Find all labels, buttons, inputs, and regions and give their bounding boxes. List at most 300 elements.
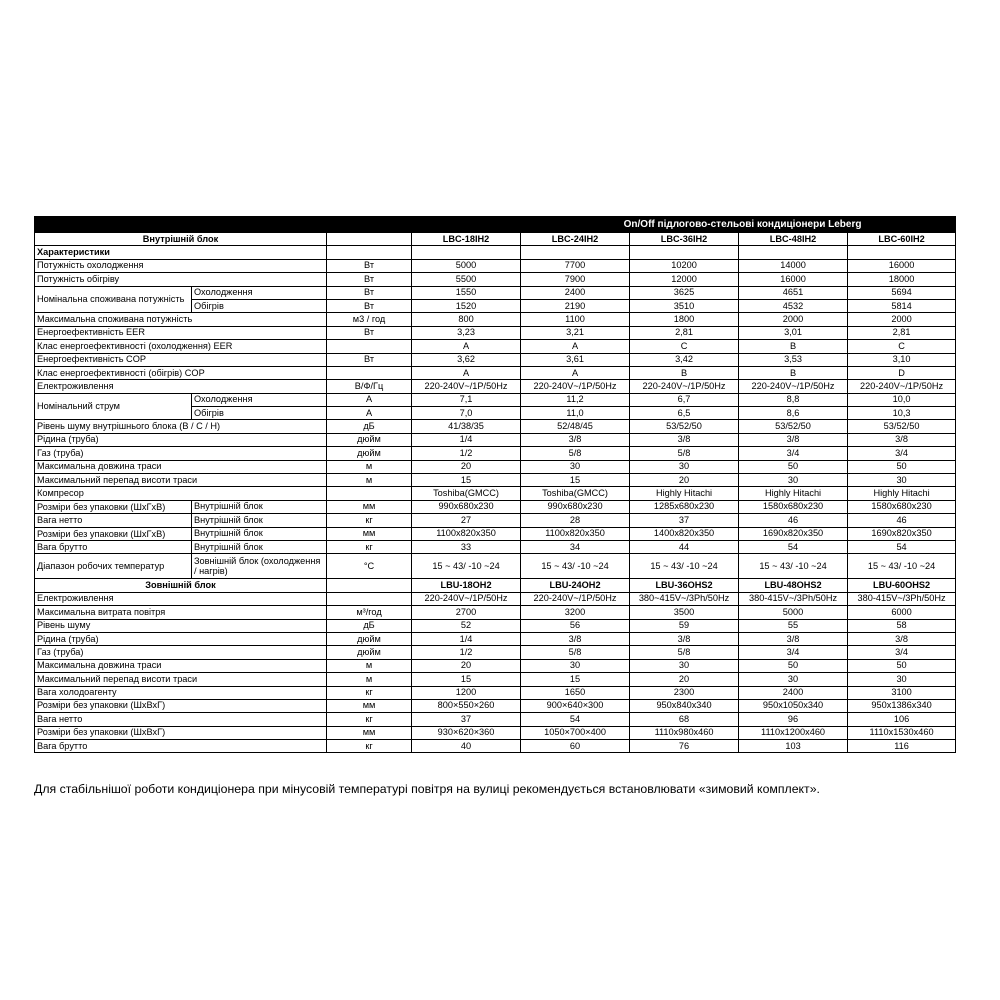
row-value: 1800 xyxy=(630,313,739,326)
row-value: 380-415V~/3Ph/50Hz xyxy=(848,592,956,605)
row-value: 1690x820x350 xyxy=(848,527,956,540)
row-unit: м xyxy=(327,460,412,473)
row-value: 15 xyxy=(412,474,521,487)
row-value: 53/52/50 xyxy=(848,420,956,433)
row-label: Клас енергоефективності (обігрів) COP xyxy=(35,366,327,379)
row-value: 52 xyxy=(412,619,521,632)
row-value: B xyxy=(739,340,848,353)
row-value: 950x840x340 xyxy=(630,699,739,712)
table-row xyxy=(35,740,956,753)
row-value: 1100x820x350 xyxy=(412,527,521,540)
table-row xyxy=(35,326,956,339)
row-value: 2700 xyxy=(412,606,521,619)
row-unit: дБ xyxy=(327,420,412,433)
row-unit: Вт xyxy=(327,273,412,286)
row-value: 220-240V~/1P/50Hz xyxy=(630,380,739,393)
table-row xyxy=(35,726,956,739)
row-value: 20 xyxy=(630,474,739,487)
outdoor-model-name: LBU-36OHS2 xyxy=(630,579,739,592)
row-unit xyxy=(327,592,412,605)
row-value: 15 ~ 43/ -10 ~24 xyxy=(739,554,848,579)
row-value: 3/8 xyxy=(848,632,956,645)
indoor-model-name: LBC-24IH2 xyxy=(521,233,630,246)
row-value: 3/4 xyxy=(739,447,848,460)
row-value: 54 xyxy=(848,540,956,553)
row-value: 1110x1200x460 xyxy=(739,726,848,739)
table-row xyxy=(35,527,956,540)
row-value: 3/8 xyxy=(521,632,630,645)
row-unit xyxy=(327,487,412,500)
row-value: 7700 xyxy=(521,259,630,272)
row-value: 3,42 xyxy=(630,353,739,366)
row-value: 30 xyxy=(739,474,848,487)
row-value: Highly Hitachi xyxy=(739,487,848,500)
row-label: Рівень шуму xyxy=(35,619,327,632)
unit-header-cell xyxy=(327,233,412,246)
row-value: 15 ~ 43/ -10 ~24 xyxy=(521,554,630,579)
row-value: 8,6 xyxy=(739,407,848,420)
table-row xyxy=(35,686,956,699)
table-cell xyxy=(848,246,956,259)
indoor-unit-header: Внутрішній блок xyxy=(35,233,327,246)
row-sublabel: Внутрішній блок xyxy=(192,540,327,553)
table-row xyxy=(35,659,956,672)
row-value: 1/4 xyxy=(412,433,521,446)
row-value: Highly Hitachi xyxy=(630,487,739,500)
row-value: 16000 xyxy=(848,259,956,272)
row-unit: В/Ф/Гц xyxy=(327,380,412,393)
row-value: 46 xyxy=(848,514,956,527)
row-value: 103 xyxy=(739,740,848,753)
row-unit: мм xyxy=(327,726,412,739)
row-value: 220-240V~/1P/50Hz xyxy=(848,380,956,393)
row-value: 15 ~ 43/ -10 ~24 xyxy=(630,554,739,579)
row-value: 6000 xyxy=(848,606,956,619)
row-label: Газ (труба) xyxy=(35,447,327,460)
table-row xyxy=(35,460,956,473)
row-value: 10,0 xyxy=(848,393,956,406)
table-cell xyxy=(412,246,521,259)
row-value: 30 xyxy=(521,460,630,473)
row-label: Максимальна довжина траси xyxy=(35,659,327,672)
row-label: Розміри без упаковки (ШхГхВ) xyxy=(35,527,192,540)
row-value: 2400 xyxy=(521,286,630,299)
row-label: Електроживлення xyxy=(35,592,327,605)
row-value: 990x680x230 xyxy=(521,500,630,513)
row-value: 50 xyxy=(848,460,956,473)
row-value: 2,81 xyxy=(848,326,956,339)
row-unit: кг xyxy=(327,740,412,753)
row-unit xyxy=(327,366,412,379)
row-value: 56 xyxy=(521,619,630,632)
indoor-model-name: LBC-36IH2 xyxy=(630,233,739,246)
row-value: 30 xyxy=(739,673,848,686)
row-label: Газ (труба) xyxy=(35,646,327,659)
table-row xyxy=(35,606,956,619)
row-value: 800×550×260 xyxy=(412,699,521,712)
row-value: 950x1386x340 xyxy=(848,699,956,712)
row-value: 18000 xyxy=(848,273,956,286)
row-unit: дюйм xyxy=(327,433,412,446)
row-unit: мм xyxy=(327,527,412,540)
row-value: 40 xyxy=(412,740,521,753)
row-value: 1580x680x230 xyxy=(739,500,848,513)
outdoor-model-name: LBU-24OH2 xyxy=(521,579,630,592)
table-row xyxy=(35,447,956,460)
characteristics-row xyxy=(35,246,956,259)
row-label: Електроживлення xyxy=(35,380,327,393)
outdoor-model-name: LBU-60OHS2 xyxy=(848,579,956,592)
row-label: Вага брутто xyxy=(35,540,192,553)
row-value: 800 xyxy=(412,313,521,326)
row-label: Енергоефективність EER xyxy=(35,326,327,339)
row-value: 5/8 xyxy=(521,447,630,460)
row-value: 3,61 xyxy=(521,353,630,366)
row-value: 3,10 xyxy=(848,353,956,366)
row-value: 3/4 xyxy=(739,646,848,659)
row-value: 3,53 xyxy=(739,353,848,366)
row-value: 15 xyxy=(412,673,521,686)
row-value: 30 xyxy=(630,659,739,672)
title-spacer xyxy=(35,217,412,233)
temperature-range-row xyxy=(35,554,956,579)
row-value: 10,3 xyxy=(848,407,956,420)
row-value: 2000 xyxy=(739,313,848,326)
row-value: 3,21 xyxy=(521,326,630,339)
row-value: 7,1 xyxy=(412,393,521,406)
table-row xyxy=(35,474,956,487)
row-value: 33 xyxy=(412,540,521,553)
row-unit: м3 / год xyxy=(327,313,412,326)
row-value: 1580x680x230 xyxy=(848,500,956,513)
table-row xyxy=(35,713,956,726)
row-label: Компресор xyxy=(35,487,327,500)
row-sublabel: Внутрішній блок xyxy=(192,527,327,540)
row-value: 930×620×360 xyxy=(412,726,521,739)
row-value: 20 xyxy=(630,673,739,686)
row-value: 380-415V~/3Ph/50Hz xyxy=(739,592,848,605)
row-value: 16000 xyxy=(739,273,848,286)
row-value: B xyxy=(630,366,739,379)
row-unit: дБ xyxy=(327,619,412,632)
row-value: 3500 xyxy=(630,606,739,619)
row-value: Toshiba(GMCC) xyxy=(412,487,521,500)
table-row xyxy=(35,699,956,712)
row-value: 4532 xyxy=(739,299,848,312)
row-value: 50 xyxy=(739,659,848,672)
row-value: 900×640×300 xyxy=(521,699,630,712)
row-unit: дюйм xyxy=(327,447,412,460)
row-value: 44 xyxy=(630,540,739,553)
row-sublabel: Обігрів xyxy=(192,299,327,312)
row-label: Розміри без упаковки (ШхВхГ) xyxy=(35,726,327,739)
row-value: 7,0 xyxy=(412,407,521,420)
row-value: 96 xyxy=(739,713,848,726)
table-row xyxy=(35,380,956,393)
row-value: 5814 xyxy=(848,299,956,312)
row-value: 2,81 xyxy=(630,326,739,339)
row-unit: м xyxy=(327,659,412,672)
row-value: A xyxy=(521,340,630,353)
row-label: Максимальний перепад висоти траси xyxy=(35,673,327,686)
row-value: 20 xyxy=(412,460,521,473)
row-value: 6,7 xyxy=(630,393,739,406)
row-sublabel: Внутрішній блок xyxy=(192,500,327,513)
row-value: 12000 xyxy=(630,273,739,286)
row-label: Максимальна споживана потужність xyxy=(35,313,327,326)
row-value: 3100 xyxy=(848,686,956,699)
row-label: Рідина (труба) xyxy=(35,433,327,446)
row-label: Вага нетто xyxy=(35,713,327,726)
row-label: Вага брутто xyxy=(35,740,327,753)
indoor-model-name: LBC-60IH2 xyxy=(848,233,956,246)
row-value: 30 xyxy=(848,474,956,487)
characteristics-header: Характеристики xyxy=(35,246,327,259)
row-label: Вага нетто xyxy=(35,514,192,527)
row-value: 380~415V~/3Ph/50Hz xyxy=(630,592,739,605)
row-value: 59 xyxy=(630,619,739,632)
row-label: Максимальний перепад висоти траси xyxy=(35,474,327,487)
row-value: 1100x820x350 xyxy=(521,527,630,540)
row-value: 15 ~ 43/ -10 ~24 xyxy=(848,554,956,579)
row-value: 68 xyxy=(630,713,739,726)
row-value: 54 xyxy=(739,540,848,553)
row-unit: дюйм xyxy=(327,646,412,659)
row-unit: A xyxy=(327,407,412,420)
row-label: Вага холодоагенту xyxy=(35,686,327,699)
row-value: 41/38/35 xyxy=(412,420,521,433)
row-value: D xyxy=(848,366,956,379)
row-unit: м xyxy=(327,673,412,686)
row-value: 1100 xyxy=(521,313,630,326)
row-label: Максимальна витрата повітря xyxy=(35,606,327,619)
table-row xyxy=(35,393,956,406)
row-unit: °C xyxy=(327,554,412,579)
row-unit: кг xyxy=(327,514,412,527)
row-value: 3/8 xyxy=(848,433,956,446)
row-value: 1110x1530x460 xyxy=(848,726,956,739)
row-label: Клас енергоефективності (охолодження) EER xyxy=(35,340,327,353)
row-value: 6,5 xyxy=(630,407,739,420)
table-row xyxy=(35,487,956,500)
row-value: 58 xyxy=(848,619,956,632)
row-label: Номінальна споживана потужність xyxy=(35,286,192,313)
row-value: 3/8 xyxy=(521,433,630,446)
row-value: 37 xyxy=(412,713,521,726)
row-value: 1550 xyxy=(412,286,521,299)
row-value: 1050×700×400 xyxy=(521,726,630,739)
indoor-model-name: LBC-18IH2 xyxy=(412,233,521,246)
row-unit xyxy=(327,340,412,353)
row-value: 8,8 xyxy=(739,393,848,406)
table-cell xyxy=(630,246,739,259)
row-value: 5/8 xyxy=(630,447,739,460)
row-label: Розміри без упаковки (ШхВхГ) xyxy=(35,699,327,712)
spec-table xyxy=(34,216,956,753)
row-label: Номінальний струм xyxy=(35,393,192,420)
row-value: 5500 xyxy=(412,273,521,286)
row-sublabel: Обігрів xyxy=(192,407,327,420)
row-value: 5000 xyxy=(412,259,521,272)
row-value: 1/2 xyxy=(412,447,521,460)
row-value: 11,2 xyxy=(521,393,630,406)
row-value: 1/4 xyxy=(412,632,521,645)
row-value: 1650 xyxy=(521,686,630,699)
row-value: 15 xyxy=(521,673,630,686)
row-unit: кг xyxy=(327,540,412,553)
row-value: Toshiba(GMCC) xyxy=(521,487,630,500)
row-value: 7900 xyxy=(521,273,630,286)
row-value: 28 xyxy=(521,514,630,527)
row-value: 950x1050x340 xyxy=(739,699,848,712)
row-unit: м³/год xyxy=(327,606,412,619)
row-value: B xyxy=(739,366,848,379)
row-value: 220-240V~/1P/50Hz xyxy=(412,592,521,605)
row-value: 3/8 xyxy=(739,433,848,446)
table-row xyxy=(35,433,956,446)
row-value: 3/8 xyxy=(630,632,739,645)
row-value: 2000 xyxy=(848,313,956,326)
row-value: 220-240V~/1P/50Hz xyxy=(739,380,848,393)
row-unit: Вт xyxy=(327,353,412,366)
row-label: Максимальна довжина траси xyxy=(35,460,327,473)
table-cell xyxy=(739,246,848,259)
indoor-header-row xyxy=(35,233,956,246)
row-value: 50 xyxy=(848,659,956,672)
row-value: 14000 xyxy=(739,259,848,272)
table-row xyxy=(35,273,956,286)
table-row xyxy=(35,366,956,379)
row-value: 4651 xyxy=(739,286,848,299)
row-value: 220-240V~/1P/50Hz xyxy=(521,592,630,605)
row-value: 2190 xyxy=(521,299,630,312)
row-value: 1690x820x350 xyxy=(739,527,848,540)
row-value: 30 xyxy=(630,460,739,473)
table-row xyxy=(35,500,956,513)
row-sublabel: Внутрішній блок xyxy=(192,514,327,527)
row-value: 50 xyxy=(739,460,848,473)
row-value: 3/8 xyxy=(630,433,739,446)
table-row xyxy=(35,619,956,632)
row-value: 1110x980x460 xyxy=(630,726,739,739)
row-value: 3/4 xyxy=(848,646,956,659)
row-value: 3510 xyxy=(630,299,739,312)
row-value: 30 xyxy=(848,673,956,686)
row-value: 990x680x230 xyxy=(412,500,521,513)
row-label: Рівень шуму внутрішнього блока (В / С / Н) xyxy=(35,420,327,433)
row-value: 37 xyxy=(630,514,739,527)
table-row xyxy=(35,646,956,659)
row-value: 10200 xyxy=(630,259,739,272)
outdoor-header-row xyxy=(35,579,956,592)
row-value: 3/4 xyxy=(848,447,956,460)
row-value: 52/48/45 xyxy=(521,420,630,433)
row-value: 27 xyxy=(412,514,521,527)
row-label: Потужність обігріву xyxy=(35,273,327,286)
table-cell xyxy=(521,246,630,259)
row-unit: кг xyxy=(327,713,412,726)
table-row xyxy=(35,540,956,553)
row-value: 30 xyxy=(521,659,630,672)
row-value: 5/8 xyxy=(630,646,739,659)
outdoor-model-name: LBU-48OHS2 xyxy=(739,579,848,592)
row-value: C xyxy=(630,340,739,353)
row-value: Highly Hitachi xyxy=(848,487,956,500)
table-row xyxy=(35,286,956,299)
row-value: 3200 xyxy=(521,606,630,619)
row-value: 76 xyxy=(630,740,739,753)
outdoor-unit-header: Зовнішній блок xyxy=(35,579,327,592)
table-row xyxy=(35,353,956,366)
row-value: A xyxy=(412,340,521,353)
row-value: 2300 xyxy=(630,686,739,699)
table-title: On/Off підлогово-стельові кондиціонери Leberg xyxy=(412,217,956,233)
row-value: 15 xyxy=(521,474,630,487)
row-value: 53/52/50 xyxy=(739,420,848,433)
row-value: 1520 xyxy=(412,299,521,312)
row-value: 1285x680x230 xyxy=(630,500,739,513)
row-unit: кг xyxy=(327,686,412,699)
row-value: 15 ~ 43/ -10 ~24 xyxy=(412,554,521,579)
row-value: 1200 xyxy=(412,686,521,699)
row-value: 3,01 xyxy=(739,326,848,339)
table-row xyxy=(35,259,956,272)
row-value: 53/52/50 xyxy=(630,420,739,433)
title-row xyxy=(35,217,956,233)
row-unit: м xyxy=(327,474,412,487)
row-label: Енергоефективність COP xyxy=(35,353,327,366)
row-value: 34 xyxy=(521,540,630,553)
table-row xyxy=(35,632,956,645)
row-value: 116 xyxy=(848,740,956,753)
row-value: 220-240V~/1P/50Hz xyxy=(412,380,521,393)
row-value: 54 xyxy=(521,713,630,726)
row-value: 3,23 xyxy=(412,326,521,339)
table-row xyxy=(35,592,956,605)
row-value: 220-240V~/1P/50Hz xyxy=(521,380,630,393)
table-row xyxy=(35,673,956,686)
row-value: C xyxy=(848,340,956,353)
row-value: 5/8 xyxy=(521,646,630,659)
row-sublabel: Зовнішній блок (охолодження / нагрів) xyxy=(192,554,327,579)
unit-header-cell xyxy=(327,579,412,592)
row-value: 2400 xyxy=(739,686,848,699)
row-value: 20 xyxy=(412,659,521,672)
row-value: 5694 xyxy=(848,286,956,299)
row-label: Розміри без упаковки (ШхГхВ) xyxy=(35,500,192,513)
row-value: 60 xyxy=(521,740,630,753)
row-unit: Вт xyxy=(327,299,412,312)
row-label: Діапазон робочих температур xyxy=(35,554,192,579)
row-value: A xyxy=(412,366,521,379)
row-unit: мм xyxy=(327,699,412,712)
row-unit: Вт xyxy=(327,286,412,299)
row-sublabel: Охолодження xyxy=(192,393,327,406)
table-row xyxy=(35,313,956,326)
row-value: 5000 xyxy=(739,606,848,619)
table-row xyxy=(35,420,956,433)
table-row xyxy=(35,514,956,527)
row-value: 3,62 xyxy=(412,353,521,366)
row-value: A xyxy=(521,366,630,379)
row-sublabel: Охолодження xyxy=(192,286,327,299)
row-label: Рідина (труба) xyxy=(35,632,327,645)
row-unit: A xyxy=(327,393,412,406)
table-cell xyxy=(327,246,412,259)
indoor-model-name: LBC-48IH2 xyxy=(739,233,848,246)
row-value: 11,0 xyxy=(521,407,630,420)
row-unit: мм xyxy=(327,500,412,513)
